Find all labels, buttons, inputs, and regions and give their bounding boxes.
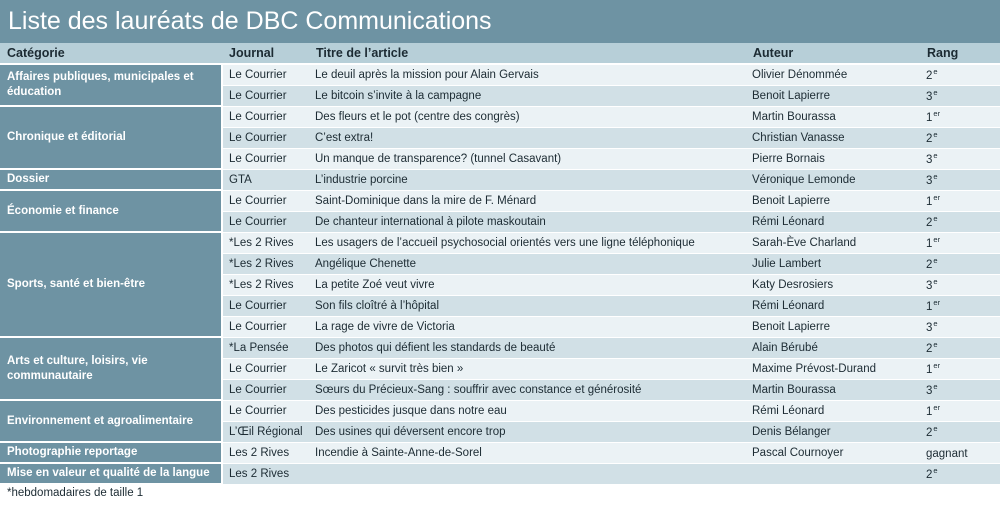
titre-cell: Saint-Dominique dans la mire de F. Ménard	[309, 190, 746, 211]
rang-suffix: e	[933, 172, 938, 181]
auteur-cell: Martin Bourassa	[746, 106, 920, 127]
auteur-cell: Denis Bélanger	[746, 421, 920, 442]
rang-cell	[920, 190, 1000, 211]
rang-value: 2	[926, 133, 933, 145]
titre-cell: Des fleurs et le pot (centre des congrès)	[309, 106, 746, 127]
column-header-journal: Journal	[222, 43, 309, 64]
journal-cell: *La Pensée	[222, 337, 309, 358]
rang-suffix: er	[933, 193, 941, 202]
table-row	[0, 232, 1000, 253]
rang-value: 3	[926, 322, 933, 334]
journal-cell: L’Œil Régional	[222, 421, 309, 442]
rang-cell	[920, 421, 1000, 442]
table-body	[0, 64, 1000, 484]
rang-suffix: e	[933, 424, 938, 433]
journal-cell: Le Courrier	[222, 148, 309, 169]
column-header-auteur: Auteur	[746, 43, 920, 64]
column-header-categorie: Catégorie	[0, 43, 222, 64]
journal-cell: Les 2 Rives	[222, 463, 309, 484]
titre-cell: Son fils cloîtré à l’hôpital	[309, 295, 746, 316]
rang-value: 2	[926, 343, 933, 355]
journal-cell: Le Courrier	[222, 295, 309, 316]
rang-suffix: e	[933, 214, 938, 223]
journal-cell: Les 2 Rives	[222, 442, 309, 463]
category-cell: Sports, santé et bien-être	[0, 232, 222, 337]
rang-value: 1	[926, 406, 933, 418]
rang-value: 2	[926, 217, 933, 229]
rang-value: 3	[926, 154, 933, 166]
table-row	[0, 106, 1000, 127]
journal-cell: Le Courrier	[222, 358, 309, 379]
table-row	[0, 337, 1000, 358]
auteur-cell: Benoit Lapierre	[746, 190, 920, 211]
rang-suffix: e	[933, 67, 938, 77]
journal-cell: Le Courrier	[222, 106, 309, 127]
rang-suffix: er	[933, 361, 941, 370]
rang-cell	[920, 211, 1000, 232]
rang-cell	[920, 295, 1000, 316]
titre-cell	[309, 463, 746, 484]
rang-cell	[920, 358, 1000, 379]
journal-cell: Le Courrier	[222, 85, 309, 106]
rang-value: 3	[926, 91, 933, 103]
table-row	[0, 442, 1000, 463]
auteur-cell: Christian Vanasse	[746, 127, 920, 148]
journal-cell: *Les 2 Rives	[222, 232, 309, 253]
rang-suffix: er	[933, 109, 941, 118]
rang-value: 3	[926, 280, 933, 292]
column-header-titre: Titre de l’article	[309, 43, 746, 64]
rang-value: 1	[926, 112, 933, 124]
rang-cell	[920, 316, 1000, 337]
rang-value: 2	[926, 469, 933, 481]
titre-cell: Les usagers de l’accueil psychosocial orientés vers une ligne téléphonique	[309, 232, 746, 253]
journal-cell: Le Courrier	[222, 379, 309, 400]
rang-suffix: e	[933, 130, 938, 139]
auteur-cell: Rémi Léonard	[746, 211, 920, 232]
rang-suffix: e	[933, 277, 938, 286]
rang-value: 2	[926, 427, 933, 439]
rang-value: gagnant	[926, 448, 968, 460]
rang-value: 2	[926, 70, 933, 83]
titre-cell: Des usines qui déversent encore trop	[309, 421, 746, 442]
rang-cell	[920, 64, 1000, 85]
journal-cell: Le Courrier	[222, 64, 309, 85]
table-row	[0, 400, 1000, 421]
category-cell: Dossier	[0, 169, 222, 190]
table-row	[0, 190, 1000, 211]
titre-cell: L’industrie porcine	[309, 169, 746, 190]
rang-suffix: e	[933, 88, 938, 97]
column-header-rang: Rang	[920, 43, 1000, 64]
table-row	[0, 64, 1000, 85]
category-cell: Photographie reportage	[0, 442, 222, 463]
auteur-cell	[746, 463, 920, 484]
auteur-cell: Benoit Lapierre	[746, 316, 920, 337]
rang-suffix: e	[933, 340, 938, 349]
table-header-row	[0, 43, 1000, 64]
journal-cell: *Les 2 Rives	[222, 274, 309, 295]
titre-cell: Des photos qui défient les standards de beauté	[309, 337, 746, 358]
rang-suffix: er	[933, 403, 941, 412]
auteur-cell: Julie Lambert	[746, 253, 920, 274]
titre-cell: Le Zaricot « survit très bien »	[309, 358, 746, 379]
titre-cell: Un manque de transparence? (tunnel Casavant)	[309, 148, 746, 169]
titre-cell: Sœurs du Précieux-Sang : souffrir avec constance et générosité	[309, 379, 746, 400]
category-cell: Chronique et éditorial	[0, 106, 222, 169]
auteur-cell: Martin Bourassa	[746, 379, 920, 400]
titre-cell: Angélique Chenette	[309, 253, 746, 274]
category-cell: Arts et culture, loisirs, vie communautaire	[0, 337, 222, 400]
rang-cell	[920, 463, 1000, 484]
journal-cell: Le Courrier	[222, 190, 309, 211]
rang-suffix: e	[933, 382, 938, 391]
titre-cell: Le deuil après la mission pour Alain Gervais	[309, 64, 746, 85]
titre-cell: C’est extra!	[309, 127, 746, 148]
rang-cell	[920, 148, 1000, 169]
rang-value: 2	[926, 259, 933, 271]
titre-cell: Le bitcoin s’invite à la campagne	[309, 85, 746, 106]
page-title: Liste des lauréats de DBC Communications	[0, 0, 1000, 43]
rang-cell	[920, 253, 1000, 274]
rang-value: 1	[926, 238, 933, 250]
rang-cell	[920, 274, 1000, 295]
rang-cell	[920, 232, 1000, 253]
rang-cell	[920, 400, 1000, 421]
rang-value: 1	[926, 301, 933, 313]
rang-cell	[920, 442, 1000, 463]
journal-cell: GTA	[222, 169, 309, 190]
titre-cell: Incendie à Sainte-Anne-de-Sorel	[309, 442, 746, 463]
rang-cell	[920, 106, 1000, 127]
journal-cell: Le Courrier	[222, 127, 309, 148]
laureats-table	[0, 43, 1000, 485]
rang-cell	[920, 337, 1000, 358]
titre-cell: La rage de vivre de Victoria	[309, 316, 746, 337]
journal-cell: Le Courrier	[222, 211, 309, 232]
auteur-cell: Pascal Cournoyer	[746, 442, 920, 463]
auteur-cell: Alain Bérubé	[746, 337, 920, 358]
journal-cell: Le Courrier	[222, 400, 309, 421]
rang-suffix: e	[933, 256, 938, 265]
auteur-cell: Rémi Léonard	[746, 295, 920, 316]
titre-cell: De chanteur international à pilote maskoutain	[309, 211, 746, 232]
auteur-cell: Benoit Lapierre	[746, 85, 920, 106]
rang-cell	[920, 127, 1000, 148]
auteur-cell: Olivier Dénommée	[746, 64, 920, 85]
category-cell: Affaires publiques, municipales et éducation	[0, 64, 222, 106]
rang-cell	[920, 85, 1000, 106]
auteur-cell: Maxime Prévost-Durand	[746, 358, 920, 379]
table-row	[0, 169, 1000, 190]
rang-suffix: e	[933, 151, 938, 160]
titre-cell: Des pesticides jusque dans notre eau	[309, 400, 746, 421]
auteur-cell: Rémi Léonard	[746, 400, 920, 421]
rang-cell	[920, 379, 1000, 400]
category-cell: Mise en valeur et qualité de la langue	[0, 463, 222, 484]
auteur-cell: Sarah-Ève Charland	[746, 232, 920, 253]
rang-value: 1	[926, 196, 933, 208]
auteur-cell: Véronique Lemonde	[746, 169, 920, 190]
titre-cell: La petite Zoé veut vivre	[309, 274, 746, 295]
rang-suffix: er	[933, 235, 941, 244]
auteur-cell: Pierre Bornais	[746, 148, 920, 169]
rang-suffix: e	[933, 319, 938, 328]
auteur-cell: Katy Desrosiers	[746, 274, 920, 295]
rang-suffix: e	[933, 466, 938, 475]
rang-value: 1	[926, 364, 933, 376]
category-cell: Environnement et agroalimentaire	[0, 400, 222, 442]
table-row	[0, 463, 1000, 484]
rang-value: 3	[926, 175, 933, 187]
rang-suffix: er	[933, 298, 941, 307]
footnote: *hebdomadaires de taille 1	[7, 487, 144, 499]
rang-cell	[920, 169, 1000, 190]
category-cell: Économie et finance	[0, 190, 222, 232]
rang-value: 3	[926, 385, 933, 397]
journal-cell: *Les 2 Rives	[222, 253, 309, 274]
journal-cell: Le Courrier	[222, 316, 309, 337]
